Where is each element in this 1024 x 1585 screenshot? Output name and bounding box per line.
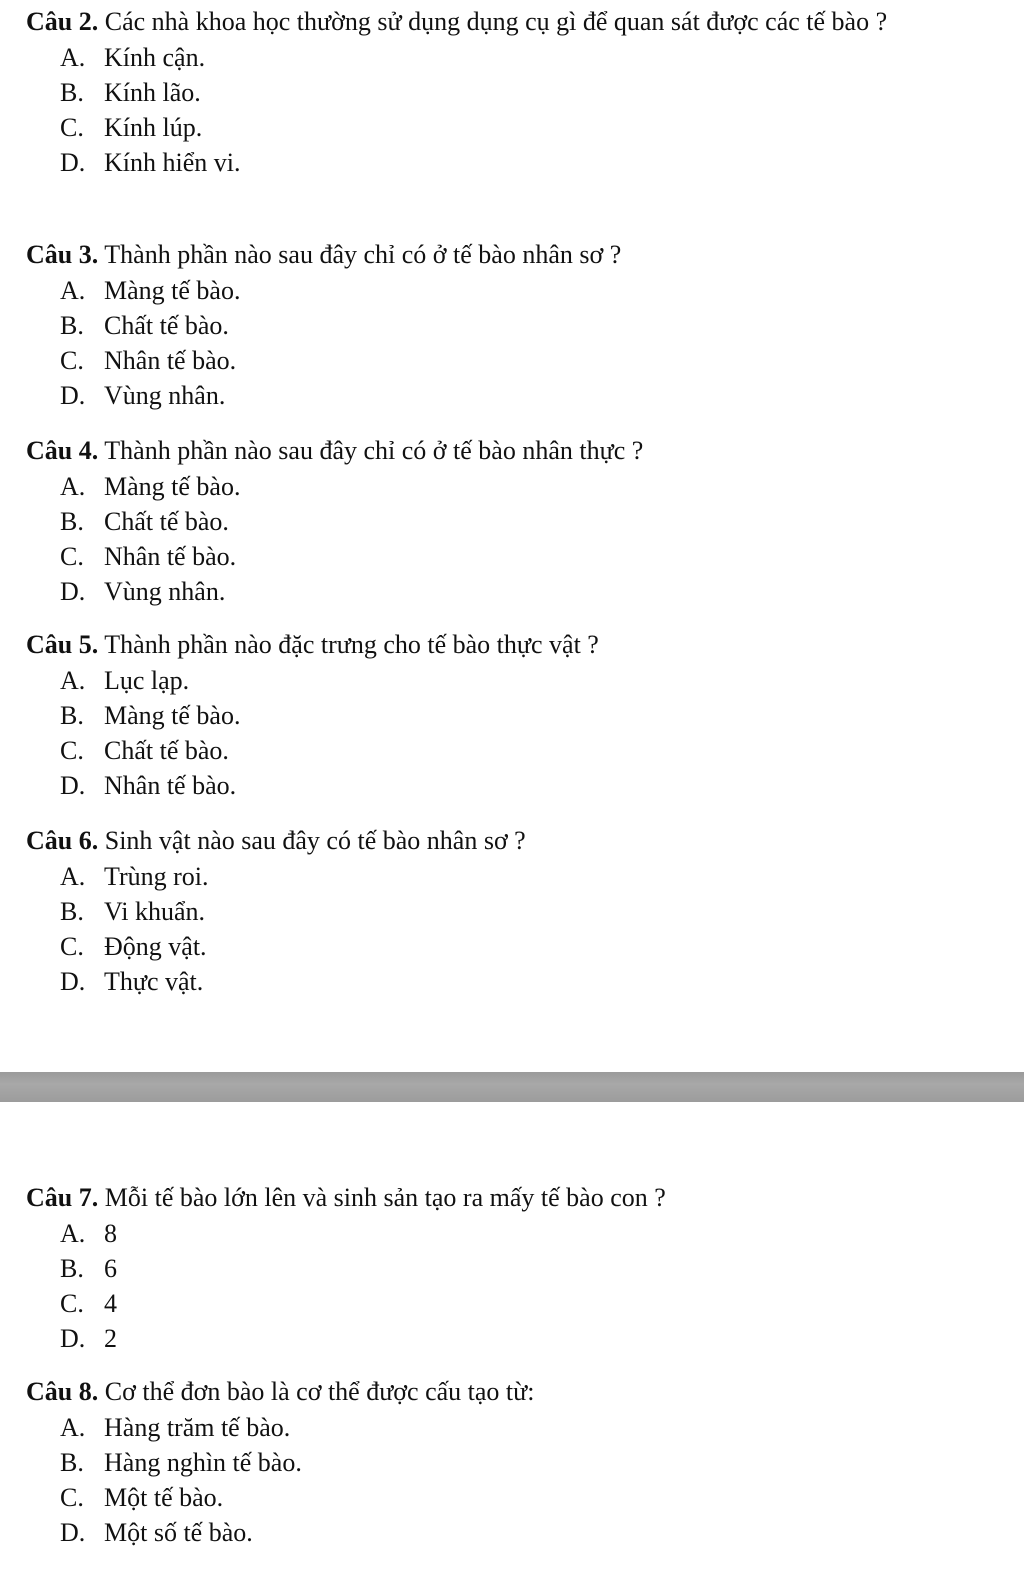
question-2-option-d: D. Kính hiển vi. (60, 148, 241, 177)
question-5-stem (26, 627, 1006, 663)
question-6-option-a: A. Trùng roi. (60, 862, 209, 891)
question-3-stem (26, 237, 1006, 273)
question-6 (26, 823, 1006, 999)
question-4 (26, 433, 1006, 609)
question-2-stem (26, 4, 946, 40)
question-8-option-d: D. Một số tế bào. (60, 1518, 253, 1547)
question-8-option-b: B. Hàng nghìn tế bào. (60, 1448, 302, 1477)
question-4-option-a: A. Màng tế bào. (60, 472, 241, 501)
question-6-text: Sinh vật nào sau đây có tế bào nhân sơ ? (98, 826, 526, 855)
question-8-option-c: C. Một tế bào. (60, 1483, 224, 1512)
question-4-option-c: C. Nhân tế bào. (60, 542, 237, 571)
question-8-label: Câu 8. (26, 1377, 99, 1406)
question-5-label: Câu 5. (26, 630, 99, 659)
question-5-option-c: C. Chất tế bào. (60, 736, 229, 765)
question-2-option-c: C. Kính lúp. (60, 113, 203, 142)
question-6-option-b: B. Vi khuẩn. (60, 897, 205, 926)
question-2-text: Các nhà khoa học thường sử dụng dụng cụ gì để quan sát được các tế bào ? (98, 7, 888, 36)
question-4-stem (26, 433, 1006, 469)
question-3-option-a: A. Màng tế bào. (60, 276, 241, 305)
question-6-option-c: C. Động vật. (60, 932, 207, 961)
question-2 (26, 4, 1006, 180)
question-7-option-d: D. 2 (60, 1324, 117, 1353)
question-6-label: Câu 6. (26, 826, 99, 855)
question-8 (26, 1374, 1006, 1550)
question-4-text: Thành phần nào sau đây chỉ có ở tế bào nhân thực ? (98, 436, 644, 465)
question-7-option-c: C. 4 (60, 1289, 117, 1318)
question-7-stem (26, 1180, 1006, 1216)
question-2-label: Câu 2. (26, 7, 99, 36)
question-7-option-a: A. 8 (60, 1219, 117, 1248)
question-8-text: Cơ thể đơn bào là cơ thể được cấu tạo từ: (98, 1377, 535, 1406)
question-7 (26, 1180, 1006, 1356)
question-7-label: Câu 7. (26, 1183, 99, 1212)
question-7-text: Mỗi tế bào lớn lên và sinh sản tạo ra mấy tế bào con ? (98, 1183, 666, 1212)
question-3-option-d: D. Vùng nhân. (60, 381, 226, 410)
question-3-option-c: C. Nhân tế bào. (60, 346, 237, 375)
question-6-stem (26, 823, 1006, 859)
question-3-text: Thành phần nào sau đây chỉ có ở tế bào nhân sơ ? (98, 240, 622, 269)
question-7-option-b: B. 6 (60, 1254, 117, 1283)
question-4-option-b: B. Chất tế bào. (60, 507, 229, 536)
question-5 (26, 627, 1006, 803)
question-8-stem (26, 1374, 1006, 1410)
question-3 (26, 237, 1006, 413)
question-8-option-a: A. Hàng trăm tế bào. (60, 1413, 291, 1442)
page-divider (0, 1072, 1024, 1102)
question-5-option-d: D. Nhân tế bào. (60, 771, 237, 800)
question-3-option-b: B. Chất tế bào. (60, 311, 229, 340)
question-5-text: Thành phần nào đặc trưng cho tế bào thực vật ? (98, 630, 599, 659)
question-3-label: Câu 3. (26, 240, 99, 269)
question-5-option-b: B. Màng tế bào. (60, 701, 241, 730)
question-4-option-d: D. Vùng nhân. (60, 577, 226, 606)
question-4-label: Câu 4. (26, 436, 99, 465)
question-6-option-d: D. Thực vật. (60, 967, 204, 996)
question-2-option-b: B. Kính lão. (60, 78, 201, 107)
question-2-option-a: A. Kính cận. (60, 43, 206, 72)
question-5-option-a: A. Lục lạp. (60, 666, 190, 695)
